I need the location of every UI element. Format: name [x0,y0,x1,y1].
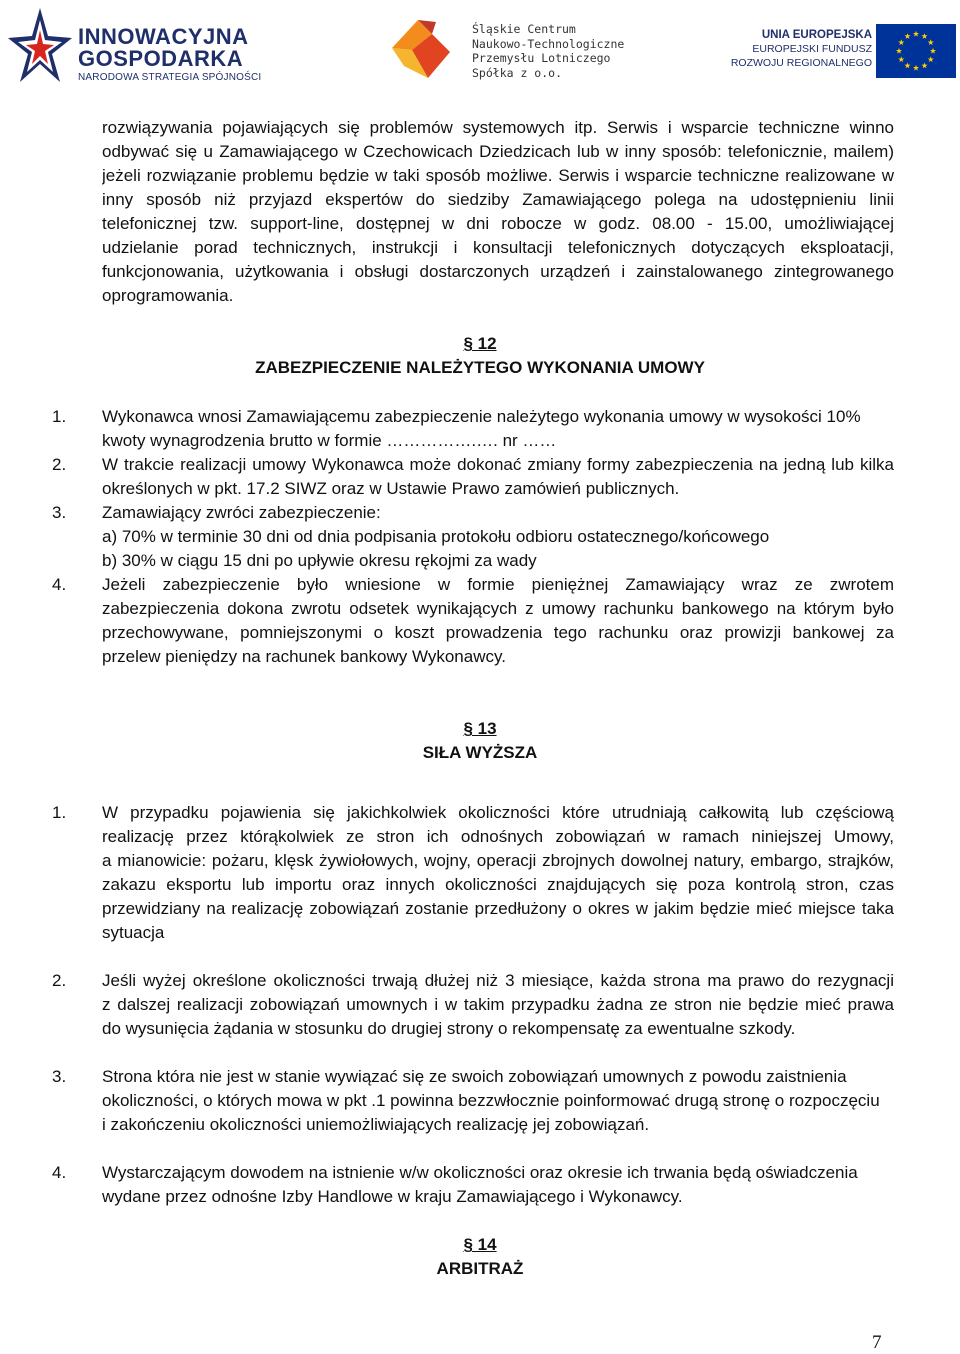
text-line: określonych w pkt. 17.2 SIWZ oraz w Ustawie Prawo zamówień publicznych. [102,479,680,498]
text-line: b) 30% w ciągu 15 dni po upływie okresu rękojmi za wady [102,551,537,570]
logo-right-line-1: UNIA EUROPEJSKA [761,29,872,41]
text-line: i zakończeniu okoliczności uniemożliwiających realizację jej zobowiązań. [102,1115,650,1134]
list-item [102,453,894,501]
section-sign: § 13 [463,719,497,738]
text-line: jeżeli rozwiązanie problemu będzie w taki sposób możliwe. Serwis i wsparcie techniczne realizowane w [102,166,894,185]
logo-center-line-2: Naukowo-Technologiczne [472,36,625,51]
text-line: inny sposób niż przyjazd ekspertów do siedziby Zamawiającego polega na udostępnieniu linii [102,190,894,209]
text-line: telefonicznej tzw. support-line, dostępnej w dni robocze w godz. 08.00 - 15.00, umożliwiającej [102,214,894,233]
text-line: Strona która nie jest w stanie wywiązać się ze swoich zobowiązań umownych z powodu zaistnienia [102,1067,847,1086]
logo-line-1: INNOWACYJNA [78,24,249,49]
section-12-sign [0,332,960,356]
text-line: rozwiązywania pojawiających się problemów systemowych itp. Serwis i wsparcie techniczne winno [102,118,894,137]
text-line: Zamawiający zwróci zabezpieczenie: [102,503,381,522]
text-line: funkcjonowania, użytkowania i obsługi dostarczonych urządzeń i zainstalowanego zintegrowanego [102,262,894,281]
logo-center-line-4: Spółka z o.o. [472,65,563,80]
text-line: z dalszej realizacji zobowiązań umownych i w takim przypadku żadna ze stron nie będzie mieć prawa [102,995,894,1014]
list-item [102,1161,894,1209]
list-number: 1. [52,803,67,822]
section-sign: § 14 [463,1235,497,1254]
text-line: a) 70% w terminie 30 dni od dnia podpisania protokołu odbioru ostatecznego/końcowego [102,527,770,546]
list-item [102,1065,894,1137]
text-line: W przypadku pojawienia się jakichkolwiek okoliczności które utrudniają całkowitą lub częściową [102,803,894,822]
text-line: okoliczności, o których mowa w pkt .1 powinna bezzwłocznie poinformować drugą stronę o rozpoczęciu [102,1091,880,1110]
list-number: 4. [52,575,67,594]
list-number: 3. [52,1067,67,1086]
list-item [102,501,894,573]
list-item [102,405,894,453]
logo-center-line-1: Śląskie Centrum [472,22,576,36]
list-number: 2. [52,455,67,474]
list-number: 4. [52,1163,67,1182]
section-13-title: SIŁA WYŻSZA [422,743,538,762]
section-12-title: ZABEZPIECZENIE NALEŻYTEGO WYKONANIA UMOWY [255,358,705,377]
text-line: przelew pieniędzy na rachunek bankowy Wykonawcy. [102,647,506,666]
list-number: 3. [52,503,67,522]
text-line: a mianowicie: pożaru, klęsk żywiołowych, wojny, operacji zbrojnych dowolnej natury, embargo, strajków, [102,851,894,870]
section-13-sign [0,717,960,741]
text-line: udzielanie porad technicznych, instrukcji i konsultacji telefonicznych dotyczących eksploatacji, [102,238,894,257]
logo-right-line-3: ROZWOJU REGIONALNEGO [730,57,872,69]
text-line: realizację przez którąkolwiek ze stron ich odnośnych zobowiązań w ramach niniejszej Umowy, [102,827,894,846]
text-line: Wykonawca wnosi Zamawiającemu zabezpieczenie należytego wykonania umowy w wysokości 10% [102,407,861,426]
list-number: 1. [52,407,67,426]
text-line: Jeżeli zabezpieczenie było wniesione w formie pieniężnej Zamawiający wraz ze zwrotem [102,575,894,594]
text-line: przechowywane, pomniejszonymi o koszt prowadzenia tego rachunku oraz prowizji bankowej za [102,623,894,642]
list-item [102,573,894,669]
text-line: do wysunięcia żądania w stosunku do drugiej strony o rekompensatę za ewentualne szkody. [102,1019,796,1038]
text-line: odbywać się u Zamawiającego w Czechowicach Dziedzicach lub w inny sposób: telefonicznie, mailem) [102,142,894,161]
text-line: oprogramowania. [102,286,234,305]
text-line: zabezpieczenia dokona zwrotu odsetek wynikających z umowy rachunku bankowego na którym było [102,599,894,618]
intro-paragraph [102,116,894,308]
logo-line-2: GOSPODARKA [78,46,244,71]
text-line: Wystarczającym dowodem na istnienie w/w okoliczności oraz okresie ich trwania będą oświadczenia [102,1163,858,1182]
logo-center-line-3: Przemysłu Lotniczego [472,51,611,65]
logo-right-line-2: EUROPEJSKI FUNDUSZ [752,43,872,55]
text-line: Jeśli wyżej określone okoliczności trwają dłużej niż 3 miesiące, każda strona ma prawo do rezygnacji [102,971,894,990]
page-number: 7 [872,1332,882,1353]
logo-line-3: NARODOWA STRATEGIA SPÓJNOŚCI [78,72,262,83]
list-item [102,801,894,945]
text-line: kwoty wynagrodzenia brutto w formie …………….…. nr …… [102,431,557,450]
list-item [102,969,894,1041]
text-line: przewidziany na realizację zobowiązań zostanie przedłużony o okres w jakim będzie mieć miejsce taka [102,899,894,918]
text-line: sytuacja [102,923,165,942]
section-14-sign [0,1233,960,1257]
text-line: wydane przez odnośne Izby Handlowe w kraju Zamawiającego i Wykonawcy. [102,1187,683,1206]
section-sign: § 12 [463,334,497,353]
list-number: 2. [52,971,67,990]
section-14-title: ARBITRAŻ [436,1259,524,1278]
text-line: W trakcie realizacji umowy Wykonawca może dokonać zmiany formy zabezpieczenia na jedną lub kilka [102,455,894,474]
text-line: zakazu eksportu lub importu oraz innych okoliczności znajdujących się poza kontrolą stron, czas [102,875,894,894]
